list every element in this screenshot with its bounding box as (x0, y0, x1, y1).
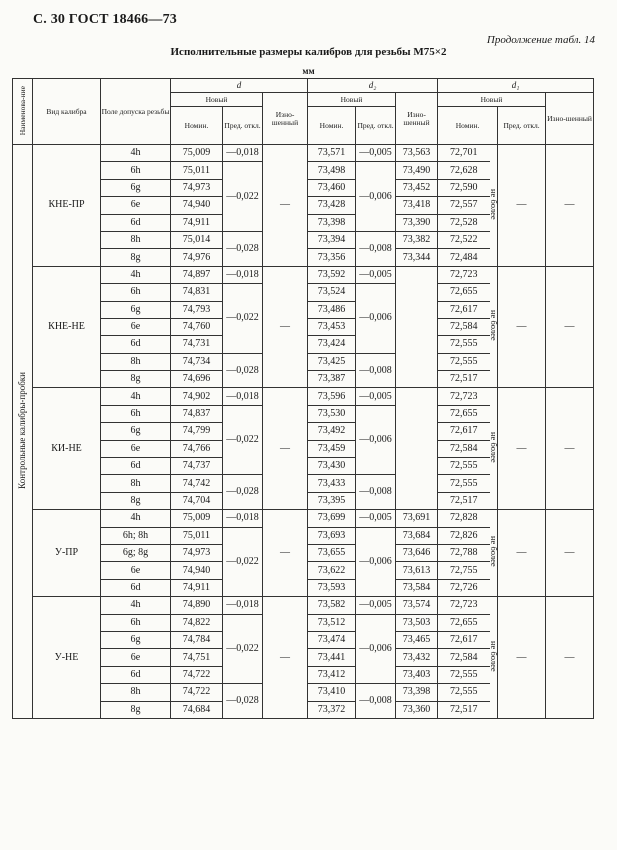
d1-nominal-cell: 72,617 (438, 631, 490, 648)
tolerance-cell: 8g (101, 249, 171, 266)
d2-deviation-cell: —0,008 (356, 353, 396, 388)
d1-nominal-cell: 72,584 (438, 649, 490, 666)
d1-nominal-cell: 72,701 (438, 145, 490, 162)
d1-nominal-cell: 72,555 (438, 336, 490, 353)
d2-worn-cell: 73,684 (396, 527, 438, 544)
d2-nominal-cell: 73,596 (308, 388, 356, 405)
header-d1-nominal: Номин. (438, 107, 498, 145)
d-deviation-cell: —0,028 (223, 475, 263, 510)
section-label-cell (13, 145, 33, 719)
tolerance-cell: 6d (101, 214, 171, 231)
d1-nominal-cell: 72,628 (438, 162, 490, 179)
d-nominal-cell: 74,731 (171, 336, 223, 353)
d1-nominal-cell: 72,590 (438, 179, 490, 196)
d2-worn-cell: 73,403 (396, 666, 438, 683)
d1-nominal-cell: 72,555 (438, 684, 490, 701)
d1-nominal-cell: 72,826 (438, 527, 490, 544)
header-d-worn: Изно-шенный (263, 93, 308, 145)
d-nominal-cell: 74,742 (171, 475, 223, 492)
d2-worn-cell: 73,465 (396, 631, 438, 648)
tolerance-cell: 4h (101, 266, 171, 283)
d2-nominal-cell: 73,571 (308, 145, 356, 162)
d2-worn-cell: 73,382 (396, 231, 438, 248)
d-nominal-cell: 74,793 (171, 301, 223, 318)
d2-worn-cell: 73,503 (396, 614, 438, 631)
table-row (13, 145, 594, 162)
table-row (13, 510, 594, 527)
table-header (13, 79, 594, 145)
d2-nominal-cell: 73,398 (308, 214, 356, 231)
d1-not-more-cell (490, 266, 498, 388)
d1-deviation-cell: — (498, 388, 546, 510)
d-deviation-cell: —0,018 (223, 266, 263, 283)
d-nominal-cell: 74,911 (171, 579, 223, 596)
d1-not-more-cell (490, 388, 498, 510)
tolerance-cell: 8h (101, 684, 171, 701)
d2-worn-cell: 73,418 (396, 197, 438, 214)
tolerance-cell: 6h; 8h (101, 527, 171, 544)
d-deviation-cell: —0,022 (223, 527, 263, 597)
not-more-label: не более (489, 431, 500, 463)
d-worn-cell: — (263, 597, 308, 719)
d-nominal-cell: 74,940 (171, 562, 223, 579)
not-more-label: не более (489, 188, 500, 220)
d-worn-cell: — (263, 388, 308, 510)
d-nominal-cell: 74,911 (171, 214, 223, 231)
tolerance-cell: 4h (101, 510, 171, 527)
tolerance-cell: 6g (101, 301, 171, 318)
d1-nominal-cell: 72,723 (438, 597, 490, 614)
header-d1-new: Новый (438, 93, 546, 107)
d1-nominal-cell: 72,484 (438, 249, 490, 266)
d2-nominal-cell: 73,395 (308, 492, 356, 509)
units-label: мм (302, 66, 315, 76)
tolerance-cell: 6h (101, 405, 171, 422)
d-nominal-cell: 74,722 (171, 666, 223, 683)
tolerance-cell: 8h (101, 231, 171, 248)
tolerance-cell: 8g (101, 701, 171, 718)
d-worn-cell: — (263, 145, 308, 267)
d1-not-more-cell (490, 510, 498, 597)
tolerance-cell: 6d (101, 666, 171, 683)
d2-nominal-cell: 73,582 (308, 597, 356, 614)
d2-nominal-cell: 73,693 (308, 527, 356, 544)
header-d2-nominal: Номин. (308, 107, 356, 145)
d2-nominal-cell: 73,387 (308, 371, 356, 388)
tolerance-cell: 6g (101, 631, 171, 648)
d-nominal-cell: 74,890 (171, 597, 223, 614)
table-row (13, 266, 594, 283)
d2-nominal-cell: 73,433 (308, 475, 356, 492)
d2-worn-empty (396, 388, 438, 510)
d2-nominal-cell: 73,699 (308, 510, 356, 527)
d1-nominal-cell: 72,557 (438, 197, 490, 214)
d2-nominal-cell: 73,622 (308, 562, 356, 579)
header-d1-deviation: Пред. откл. (498, 107, 546, 145)
d2-worn-cell: 73,452 (396, 179, 438, 196)
d-deviation-cell: —0,018 (223, 510, 263, 527)
d1-nominal-cell: 72,755 (438, 562, 490, 579)
d2-worn-cell: 73,398 (396, 684, 438, 701)
d-nominal-cell: 75,009 (171, 510, 223, 527)
d1-nominal-cell: 72,655 (438, 405, 490, 422)
header-type: Вид калибра (33, 79, 101, 145)
d2-nominal-cell: 73,474 (308, 631, 356, 648)
d1-nominal-cell: 72,555 (438, 353, 490, 370)
d-deviation-cell: —0,022 (223, 162, 263, 232)
d-nominal-cell: 75,014 (171, 231, 223, 248)
d-nominal-cell: 74,737 (171, 458, 223, 475)
not-more-label: не более (489, 640, 500, 672)
tolerance-cell: 8g (101, 492, 171, 509)
d2-deviation-cell: —0,008 (356, 475, 396, 510)
d1-nominal-cell: 72,555 (438, 666, 490, 683)
d-nominal-cell: 75,011 (171, 527, 223, 544)
caliber-type: У-ПР (33, 510, 101, 597)
header-tolerance: Поле допуска резьбы (101, 79, 171, 145)
header-d: d (171, 79, 308, 93)
d-deviation-cell: —0,018 (223, 597, 263, 614)
d-nominal-cell: 74,831 (171, 284, 223, 301)
d2-nominal-cell: 73,425 (308, 353, 356, 370)
d2-nominal-cell: 73,655 (308, 544, 356, 561)
d-nominal-cell: 74,897 (171, 266, 223, 283)
d-nominal-cell: 74,751 (171, 649, 223, 666)
d1-worn-cell: — (546, 388, 594, 510)
calibers-table (12, 78, 594, 719)
header-d-new: Новый (171, 93, 263, 107)
d2-worn-cell: 73,360 (396, 701, 438, 718)
not-more-label: не более (489, 536, 500, 568)
d2-deviation-cell: —0,008 (356, 231, 396, 266)
tolerance-cell: 6d (101, 579, 171, 596)
tolerance-cell: 4h (101, 597, 171, 614)
d1-nominal-cell: 72,517 (438, 701, 490, 718)
d-deviation-cell: —0,028 (223, 353, 263, 388)
d1-nominal-cell: 72,655 (438, 284, 490, 301)
d1-nominal-cell: 72,788 (438, 544, 490, 561)
d-nominal-cell: 74,760 (171, 318, 223, 335)
d2-deviation-cell: —0,006 (356, 284, 396, 354)
d2-nominal-cell: 73,410 (308, 684, 356, 701)
d1-nominal-cell: 72,723 (438, 266, 490, 283)
d-deviation-cell: —0,028 (223, 684, 263, 719)
d-deviation-cell: —0,018 (223, 145, 263, 162)
d2-nominal-cell: 73,512 (308, 614, 356, 631)
d1-nominal-cell: 72,723 (438, 388, 490, 405)
d2-deviation-cell: —0,008 (356, 684, 396, 719)
tolerance-cell: 6e (101, 318, 171, 335)
d1-worn-cell: — (546, 510, 594, 597)
d1-nominal-cell: 72,655 (438, 614, 490, 631)
tolerance-cell: 6h (101, 284, 171, 301)
d-nominal-cell: 74,766 (171, 440, 223, 457)
header-d2-new: Новый (308, 93, 396, 107)
d2-nominal-cell: 73,394 (308, 231, 356, 248)
d2-nominal-cell: 73,592 (308, 266, 356, 283)
d2-nominal-cell: 73,412 (308, 666, 356, 683)
header-name: Наименова-ние (13, 79, 33, 145)
d1-nominal-cell: 72,617 (438, 423, 490, 440)
d1-deviation-cell: — (498, 145, 546, 267)
d-nominal-cell: 74,902 (171, 388, 223, 405)
d2-nominal-cell: 73,524 (308, 284, 356, 301)
d1-deviation-cell: — (498, 266, 546, 388)
d2-worn-cell: 73,344 (396, 249, 438, 266)
d2-nominal-cell: 73,459 (308, 440, 356, 457)
caliber-type: КИ-НЕ (33, 388, 101, 510)
d2-deviation-cell: —0,006 (356, 527, 396, 597)
header-d2-deviation: Пред. откл. (356, 107, 396, 145)
d2-worn-cell: 73,490 (396, 162, 438, 179)
table-row (13, 388, 594, 405)
tolerance-cell: 6e (101, 562, 171, 579)
tolerance-cell: 6g; 8g (101, 544, 171, 561)
d1-worn-cell: — (546, 597, 594, 719)
d-worn-cell: — (263, 266, 308, 388)
d1-nominal-cell: 72,555 (438, 475, 490, 492)
d-deviation-cell: —0,028 (223, 231, 263, 266)
d-nominal-cell: 75,009 (171, 145, 223, 162)
d-deviation-cell: —0,022 (223, 284, 263, 354)
d2-nominal-cell: 73,460 (308, 179, 356, 196)
d1-nominal-cell: 72,528 (438, 214, 490, 231)
d2-nominal-cell: 73,428 (308, 197, 356, 214)
d2-worn-cell: 73,691 (396, 510, 438, 527)
d2-worn-empty (396, 266, 438, 388)
header-d-deviation: Пред. откл. (223, 107, 263, 145)
d2-deviation-cell: —0,005 (356, 388, 396, 405)
d1-deviation-cell: — (498, 597, 546, 719)
d1-nominal-cell: 72,584 (438, 318, 490, 335)
d2-deviation-cell: —0,006 (356, 162, 396, 232)
d2-nominal-cell: 73,498 (308, 162, 356, 179)
d2-nominal-cell: 73,372 (308, 701, 356, 718)
d-nominal-cell: 74,973 (171, 179, 223, 196)
d-worn-cell: — (263, 510, 308, 597)
header-d2: d₂ (308, 79, 438, 93)
table-continuation-note: Продолжение табл. 14 (486, 34, 595, 46)
d-nominal-cell: 74,704 (171, 492, 223, 509)
d1-not-more-cell (490, 145, 498, 267)
d-nominal-cell: 74,722 (171, 684, 223, 701)
d-nominal-cell: 74,976 (171, 249, 223, 266)
d-nominal-cell: 74,799 (171, 423, 223, 440)
d1-nominal-cell: 72,555 (438, 458, 490, 475)
table-body (13, 145, 594, 719)
tolerance-cell: 6e (101, 197, 171, 214)
d2-nominal-cell: 73,593 (308, 579, 356, 596)
d1-nominal-cell: 72,522 (438, 231, 490, 248)
tolerance-cell: 6d (101, 458, 171, 475)
d1-not-more-cell (490, 597, 498, 719)
d-nominal-cell: 74,734 (171, 353, 223, 370)
d-nominal-cell: 74,784 (171, 631, 223, 648)
d1-nominal-cell: 72,828 (438, 510, 490, 527)
caliber-type: КНЕ-НЕ (33, 266, 101, 388)
tolerance-cell: 6h (101, 162, 171, 179)
tolerance-cell: 8g (101, 371, 171, 388)
d2-deviation-cell: —0,005 (356, 266, 396, 283)
tolerance-cell: 6g (101, 423, 171, 440)
header-d1-worn: Изно-шенный (546, 93, 594, 145)
d2-worn-cell: 73,613 (396, 562, 438, 579)
d-nominal-cell: 74,973 (171, 544, 223, 561)
tolerance-cell: 6e (101, 440, 171, 457)
table-row (13, 597, 594, 614)
tolerance-cell: 6d (101, 336, 171, 353)
d2-nominal-cell: 73,486 (308, 301, 356, 318)
d-deviation-cell: —0,018 (223, 388, 263, 405)
header-d1: d₁ (438, 79, 594, 93)
d2-nominal-cell: 73,492 (308, 423, 356, 440)
d2-deviation-cell: —0,005 (356, 510, 396, 527)
d1-deviation-cell: — (498, 510, 546, 597)
d2-worn-cell: 73,563 (396, 145, 438, 162)
tolerance-cell: 4h (101, 145, 171, 162)
d-nominal-cell: 74,684 (171, 701, 223, 718)
d2-nominal-cell: 73,356 (308, 249, 356, 266)
d1-worn-cell: — (546, 145, 594, 267)
d-nominal-cell: 74,940 (171, 197, 223, 214)
header-d2-worn: Изно-шенный (396, 93, 438, 145)
d-deviation-cell: —0,022 (223, 405, 263, 475)
d2-nominal-cell: 73,430 (308, 458, 356, 475)
d-nominal-cell: 74,822 (171, 614, 223, 631)
caliber-type: У-НЕ (33, 597, 101, 719)
d1-nominal-cell: 72,517 (438, 492, 490, 509)
caliber-type: КНЕ-ПР (33, 145, 101, 267)
d2-nominal-cell: 73,530 (308, 405, 356, 422)
d2-worn-cell: 73,584 (396, 579, 438, 596)
d2-worn-cell: 73,574 (396, 597, 438, 614)
table-caption: Исполнительные размеры калибров для резьбы М75×2 (170, 46, 447, 58)
d1-worn-cell: — (546, 266, 594, 388)
tolerance-cell: 8h (101, 475, 171, 492)
d2-nominal-cell: 73,453 (308, 318, 356, 335)
d2-deviation-cell: —0,006 (356, 614, 396, 684)
tolerance-cell: 6h (101, 614, 171, 631)
d-deviation-cell: —0,022 (223, 614, 263, 684)
tolerance-cell: 4h (101, 388, 171, 405)
d2-worn-cell: 73,432 (396, 649, 438, 666)
d-nominal-cell: 74,696 (171, 371, 223, 388)
d1-nominal-cell: 72,584 (438, 440, 490, 457)
d1-nominal-cell: 72,726 (438, 579, 490, 596)
d1-nominal-cell: 72,517 (438, 371, 490, 388)
d2-worn-cell: 73,646 (396, 544, 438, 561)
d2-nominal-cell: 73,424 (308, 336, 356, 353)
d2-deviation-cell: —0,005 (356, 597, 396, 614)
tolerance-cell: 8h (101, 353, 171, 370)
tolerance-cell: 6g (101, 179, 171, 196)
d2-nominal-cell: 73,441 (308, 649, 356, 666)
page-header: С. 30 ГОСТ 18466—73 (33, 12, 177, 27)
d2-deviation-cell: —0,006 (356, 405, 396, 475)
header-d-nominal: Номин. (171, 107, 223, 145)
d1-nominal-cell: 72,617 (438, 301, 490, 318)
d-nominal-cell: 74,837 (171, 405, 223, 422)
d-nominal-cell: 75,011 (171, 162, 223, 179)
d2-worn-cell: 73,390 (396, 214, 438, 231)
tolerance-cell: 6e (101, 649, 171, 666)
section-label: Контрольные калибры-пробки (17, 371, 27, 489)
not-more-label: не более (489, 310, 500, 341)
d2-deviation-cell: —0,005 (356, 145, 396, 162)
